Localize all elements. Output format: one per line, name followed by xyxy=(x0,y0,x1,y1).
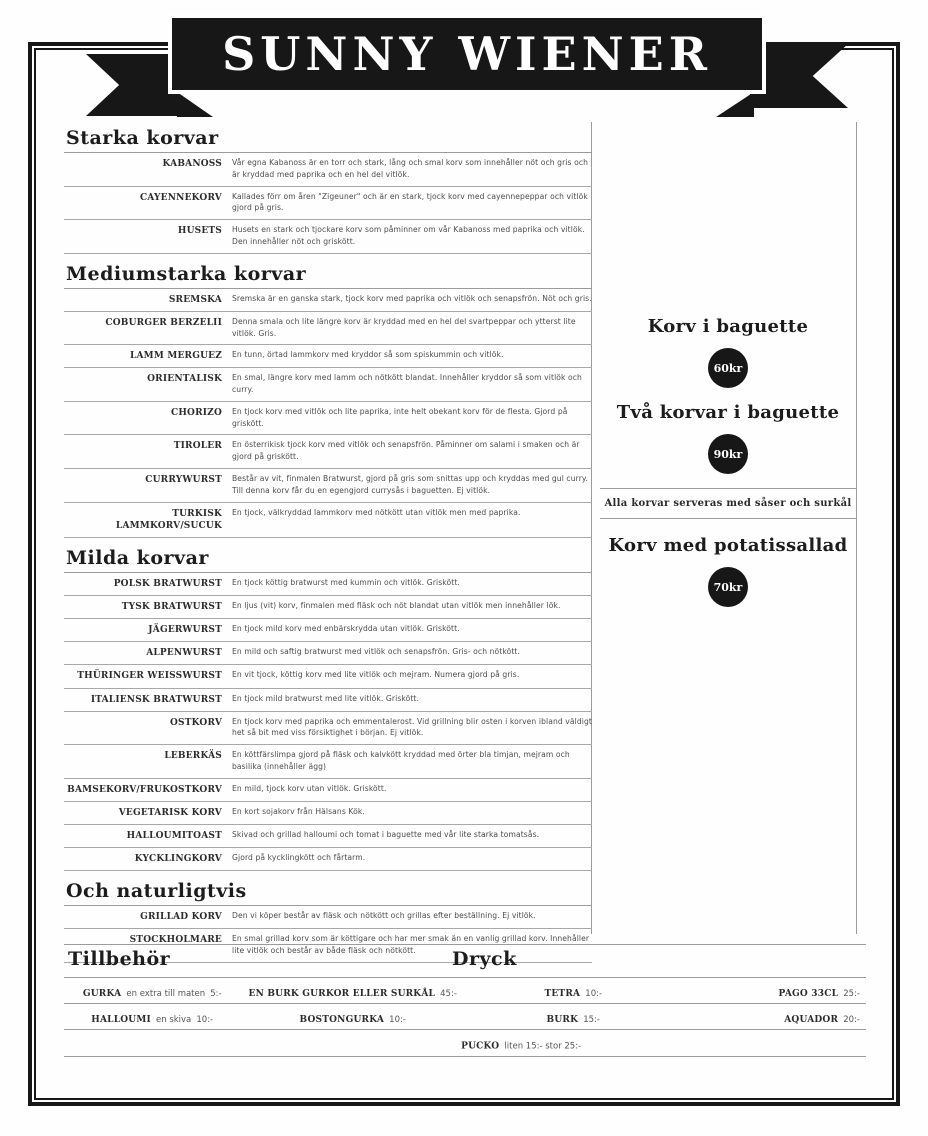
menu-item-row xyxy=(64,503,592,538)
item-name: POLSK BRATWURST xyxy=(113,578,222,589)
extras-item xyxy=(64,981,240,1000)
extras-item xyxy=(682,981,866,1000)
item-description: Den vi köper består av fläsk och nötkött och grillas efter beställning. Ej vitlök. xyxy=(232,911,536,921)
item-name: CHORIZO xyxy=(170,407,222,418)
section-heading-starka: Starka korvar xyxy=(64,118,592,153)
item-description: En mild, tjock korv utan vitlök. Griskött. xyxy=(232,783,387,793)
extras-item xyxy=(461,1034,581,1053)
menu-item-row xyxy=(64,642,592,665)
item-description: En kort sojakorv från Hälsans Kök. xyxy=(232,806,365,816)
item-name: JÄGERWURST xyxy=(148,625,222,636)
item-name: LEBERKÄS xyxy=(164,751,222,762)
item-name: TYSK BRATWURST xyxy=(121,601,222,612)
item-description: En tjock korv med paprika och emmentalerost. Vid grillning blir osten i korven ibland väldigt het så bit med viss försiktighet i början. Ej vitlök. xyxy=(232,716,592,738)
price-badge-60kr: 60kr xyxy=(708,348,748,388)
column-divider-outer xyxy=(856,122,857,934)
extras-item-price: 45:- xyxy=(440,989,457,999)
extras-item xyxy=(465,981,682,1000)
extras-item xyxy=(240,981,465,1000)
menu-item-row xyxy=(64,745,592,779)
item-description: En tjock mild bratwurst med lite vitlök. Griskött. xyxy=(232,693,420,703)
item-name: ALPENWURST xyxy=(146,648,222,659)
item-description: Denna smala och lite längre korv är kryddad med en hel del svartpeppar och ytterst lite vitlök. Gris. xyxy=(232,316,576,338)
item-name: SREMSKA xyxy=(168,294,222,305)
menu-item-row xyxy=(64,619,592,642)
item-name: BAMSEKORV/FRUKOSTKORV xyxy=(67,784,222,795)
extras-item-price: 25:- xyxy=(843,989,860,999)
menu-item-row xyxy=(64,825,592,848)
item-name: TIROLER xyxy=(173,441,222,452)
extras-row xyxy=(64,1030,866,1057)
item-name: OSTKORV xyxy=(170,717,222,728)
heading-dryck: Dryck xyxy=(452,948,517,970)
item-description: Sremska är en ganska stark, tjock korv med paprika och vitlök och senapsfrön. Nöt och gris. xyxy=(232,293,592,303)
menu-item-row xyxy=(64,187,592,221)
extras-item-name: PUCKO xyxy=(461,1041,500,1052)
extras-table xyxy=(64,944,866,1057)
menu-item-row xyxy=(64,802,592,825)
menu-list xyxy=(64,118,592,963)
menu-item-row xyxy=(64,596,592,619)
item-name: HALLOUMITOAST xyxy=(126,831,222,841)
extras-item xyxy=(240,1007,465,1026)
menu-item-row xyxy=(64,289,592,312)
item-description: En smal, längre korv med lamm och nötkött blandat. Innehåller kryddor så som vitlök och curry. xyxy=(232,373,582,395)
item-description: En österrikisk tjock korv med vitlök och senapsfrön. Påminner om salami i smaken och är gjord på griskött. xyxy=(232,440,580,462)
item-name: LAMM MERGUEZ xyxy=(129,351,222,362)
item-name: STOCKHOLMARE xyxy=(129,935,222,946)
item-description: Skivad och grillad halloumi och tomat i baguette med vår lite starka tomatsås. xyxy=(232,830,540,839)
offer-tva-korvar-i-baguette: Två korvar i baguette xyxy=(616,402,840,423)
extras-item-detail: en extra till maten xyxy=(126,989,206,999)
item-description: En köttfärslimpa gjord på fläsk och kalvkött kryddad med örter bla timjan, mejram och basilika (innehåller ägg) xyxy=(232,750,570,771)
menu-item-row xyxy=(64,435,592,469)
extras-item-name: HALLOUMI xyxy=(91,1015,151,1025)
extras-item-price: 5:- xyxy=(210,989,222,999)
menu-item-row xyxy=(64,906,592,929)
extras-row xyxy=(64,978,866,1004)
header-ribbon xyxy=(168,14,766,94)
extras-item-detail: liten 15:- stor 25:- xyxy=(504,1041,582,1052)
section-heading-naturligtvis: Och naturligtvis xyxy=(64,871,592,906)
menu-item-row xyxy=(64,779,592,802)
item-description: En tjock köttig bratwurst med kummin och vitlök. Griskött. xyxy=(232,577,460,587)
sauces-note: Alla korvar serveras med såser och surkål xyxy=(600,488,856,519)
offer-korv-i-baguette: Korv i baguette xyxy=(647,316,809,337)
menu-item-row xyxy=(64,573,592,596)
price-badge-70kr: 70kr xyxy=(708,567,748,607)
item-name: CURRYWURST xyxy=(145,475,222,485)
item-name: TURKISK LAMMKORV/SUCUK xyxy=(115,508,222,531)
item-description: En smal grillad korv som är köttigare och har mer smak än en vanlig grillad korv. Innehåller lite vitlök och består av både fläsk och nötkött. xyxy=(232,934,590,956)
section-heading-mediumstarka: Mediumstarka korvar xyxy=(64,254,592,289)
menu-item-row xyxy=(64,153,592,187)
item-description: Vår egna Kabanoss är en torr och stark, lång och smal korv som innehåller nöt och gris och är kryddad med paprika och en hel del vitlök. xyxy=(232,158,589,179)
menu-item-row xyxy=(64,220,592,254)
item-name: GRILLAD KORV xyxy=(140,912,222,923)
offer-korv-med-potatissallad: Korv med potatissallad xyxy=(608,535,848,556)
extras-item-name: AQUADOR xyxy=(784,1015,839,1025)
price-badge-90kr: 90kr xyxy=(708,434,748,474)
extras-item-name: TETRA xyxy=(544,989,581,999)
extras-item-price: 10:- xyxy=(196,1015,214,1025)
item-name: THÜRINGER WEISSWURST xyxy=(77,671,222,682)
item-name: KABANOSS xyxy=(162,159,222,169)
heading-tillbehor: Tillbehör xyxy=(68,948,171,970)
menu-item-row xyxy=(64,402,592,436)
extras-item-price: 15:- xyxy=(583,1015,600,1025)
item-description: En vit tjock, köttig korv med lite vitlök och mejram. Numera gjord på gris. xyxy=(232,670,520,680)
extras-item-name: EN BURK GURKOR ELLER SURKÅL xyxy=(248,989,436,999)
menu-item-row xyxy=(64,689,592,712)
extras-item-detail: en skiva xyxy=(156,1015,192,1025)
extras-item-price: 10:- xyxy=(389,1015,406,1025)
item-description: En tjock korv med vitlök och lite paprika, inte helt obekant korv för de flesta. Gjord på griskött. xyxy=(232,406,568,428)
menu-item-row xyxy=(64,665,592,688)
extras-item-name: GURKA xyxy=(82,989,122,999)
extras-item-name: BOSTONGURKA xyxy=(299,1015,385,1025)
item-description: Kallades förr om åren "Zigeuner" och är en stark, tjock korv med cayennepeppar och vitlök gjord på gris. xyxy=(232,191,588,213)
item-description: Består av vit, finmalen Bratwurst, gjord på gris som snittas upp och kryddas med gul curry. Till denna korv får du en egengjord currysås i baguetten. Ej vitlök. xyxy=(232,474,588,495)
item-name: ITALIENSK BRATWURST xyxy=(90,694,222,705)
item-description: En ljus (vit) korv, finmalen med fläsk och nöt blandat utan vitlök men innehåller lök. xyxy=(232,600,561,610)
item-description: En tjock mild korv med enbärskrydda utan vitlök. Griskött. xyxy=(232,624,460,634)
extras-item-price: 20:- xyxy=(843,1015,860,1025)
item-description: En mild och saftig bratwurst med vitlök och senapsfrön. Gris- och nötkött. xyxy=(232,647,520,657)
item-description: En tjock, välkryddad lammkorv med nötkött utan vitlök men med paprika. xyxy=(232,507,521,517)
item-name: VEGETARISK KORV xyxy=(118,807,222,818)
item-name: KYCKLINGKORV xyxy=(134,854,222,865)
item-name: COBURGER BERZELII xyxy=(105,317,222,328)
extras-item-name: PAGO 33CL xyxy=(778,989,839,999)
item-description: Gjord på kycklingkött och fårtarm. xyxy=(232,853,366,863)
item-name: HUSETS xyxy=(177,226,222,237)
offers-sidebar xyxy=(600,316,856,621)
menu-item-row xyxy=(64,712,592,746)
item-description: En tunn, örtad lammkorv med kryddor så som spiskummin och vitlök. xyxy=(232,350,504,360)
item-description: Husets en stark och tjockare korv som påminner om vår Kabanoss med paprika och vitlök. Den innehåller nöt och griskött. xyxy=(232,225,585,246)
page-title: SUNNY WIENER xyxy=(222,27,712,81)
menu-item-row xyxy=(64,848,592,871)
item-name: ORIENTALISK xyxy=(147,374,222,385)
extras-item xyxy=(682,1007,866,1026)
menu-item-row xyxy=(64,312,592,346)
section-heading-milda: Milda korvar xyxy=(64,538,592,573)
extras-header-row xyxy=(64,944,866,978)
menu-item-row xyxy=(64,469,592,503)
menu-item-row xyxy=(64,345,592,368)
menu-item-row xyxy=(64,368,592,402)
extras-item-name: BURK xyxy=(546,1015,579,1025)
extras-item xyxy=(465,1007,682,1026)
extras-item-price: 10:- xyxy=(585,989,603,999)
item-name: CAYENNEKORV xyxy=(139,192,222,203)
extras-row xyxy=(64,1004,866,1030)
extras-item xyxy=(64,1007,240,1026)
